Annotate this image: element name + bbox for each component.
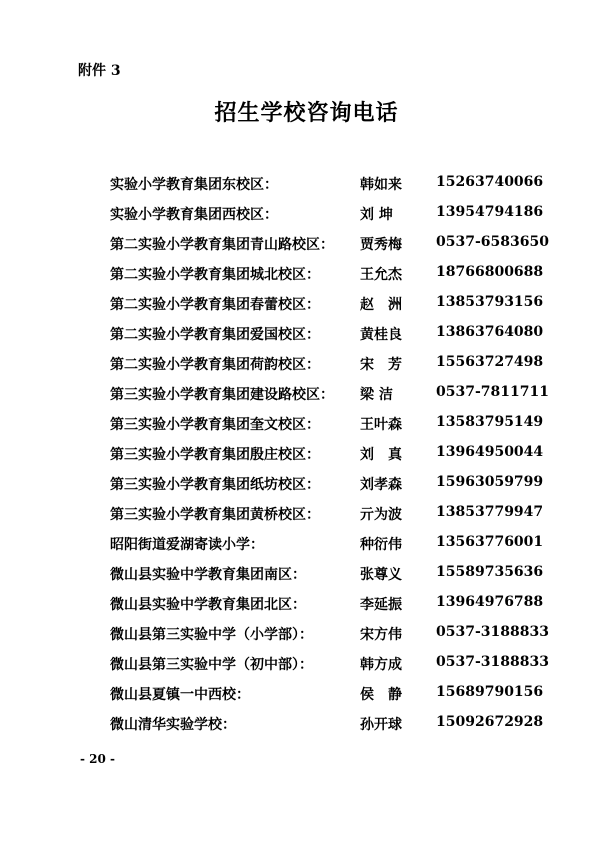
school-name: 实验小学教育集团东校区： <box>110 177 278 193</box>
contact-person: 孙开球 <box>360 717 402 733</box>
phone-number: 18766800688 <box>436 264 544 280</box>
contact-row <box>110 500 550 530</box>
phone-number: 15263740066 <box>436 174 544 190</box>
contact-person: 种衍伟 <box>360 537 402 553</box>
school-name: 第三实验小学教育集团建设路校区： <box>110 387 334 403</box>
phone-number: 13954794186 <box>436 204 544 220</box>
phone-number: 13964976788 <box>436 594 544 610</box>
contact-person: 亓为波 <box>360 507 402 523</box>
contact-row <box>110 410 550 440</box>
contact-person: 王允杰 <box>360 267 402 283</box>
school-name: 微山县第三实验中学（小学部）： <box>110 627 313 643</box>
school-name: 第三实验小学教育集团奎文校区： <box>110 417 320 433</box>
phone-number: 13563776001 <box>436 534 544 550</box>
contact-person: 王叶森 <box>360 417 402 433</box>
contact-row <box>110 380 550 410</box>
phone-number: 0537-6583650 <box>436 234 549 250</box>
phone-number: 13863764080 <box>436 324 544 340</box>
contact-row <box>110 230 550 260</box>
page-title: 招生学校咨询电话 <box>214 100 399 126</box>
attachment-label: 附件 3 <box>78 63 121 79</box>
school-name: 实验小学教育集团西校区： <box>110 207 278 223</box>
contact-row <box>110 470 550 500</box>
contact-person: 宋 芳 <box>360 357 402 373</box>
contact-person: 梁 洁 <box>360 387 393 403</box>
contact-person: 韩方成 <box>360 657 402 673</box>
contact-person: 刘 坤 <box>360 207 393 223</box>
page-number: - 20 - <box>80 752 116 766</box>
phone-number: 13853779947 <box>436 504 544 520</box>
school-name: 微山清华实验学校： <box>110 717 236 733</box>
phone-number: 15092672928 <box>436 714 544 730</box>
contact-row <box>110 710 550 740</box>
contact-person: 赵 洲 <box>360 297 402 313</box>
contact-row <box>110 350 550 380</box>
phone-number: 13964950044 <box>436 444 544 460</box>
contact-row <box>110 320 550 350</box>
phone-number: 15589735636 <box>436 564 544 580</box>
school-name: 第二实验小学教育集团城北校区： <box>110 267 320 283</box>
phone-number: 0537-7811711 <box>436 384 549 400</box>
phone-number: 15689790156 <box>436 684 544 700</box>
contact-list <box>110 170 550 740</box>
contact-person: 李延振 <box>360 597 402 613</box>
contact-person: 黄桂良 <box>360 327 402 343</box>
contact-person: 张尊义 <box>360 567 402 583</box>
phone-number: 15563727498 <box>436 354 544 370</box>
school-name: 第三实验小学教育集团纸坊校区： <box>110 477 320 493</box>
contact-person: 韩如来 <box>360 177 402 193</box>
school-name: 第三实验小学教育集团黄桥校区： <box>110 507 320 523</box>
school-name: 第二实验小学教育集团春蕾校区： <box>110 297 320 313</box>
school-name: 微山县实验中学教育集团北区： <box>110 597 306 613</box>
contact-person: 贾秀梅 <box>360 237 402 253</box>
contact-row <box>110 170 550 200</box>
school-name: 昭阳街道爱湖寄读小学： <box>110 537 264 553</box>
contact-person: 刘 真 <box>360 447 402 463</box>
contact-row <box>110 290 550 320</box>
contact-row <box>110 530 550 560</box>
school-name: 第二实验小学教育集团青山路校区： <box>110 237 334 253</box>
contact-row <box>110 680 550 710</box>
contact-row <box>110 650 550 680</box>
school-name: 第三实验小学教育集团殷庄校区： <box>110 447 320 463</box>
contact-row <box>110 200 550 230</box>
contact-row <box>110 440 550 470</box>
contact-row <box>110 260 550 290</box>
contact-person: 宋方伟 <box>360 627 402 643</box>
school-name: 微山县实验中学教育集团南区： <box>110 567 306 583</box>
school-name: 第二实验小学教育集团荷韵校区： <box>110 357 320 373</box>
school-name: 微山县夏镇一中西校： <box>110 687 250 703</box>
phone-number: 15963059799 <box>436 474 544 490</box>
phone-number: 0537-3188833 <box>436 624 549 640</box>
contact-row <box>110 560 550 590</box>
phone-number: 0537-3188833 <box>436 654 549 670</box>
contact-person: 刘孝森 <box>360 477 402 493</box>
phone-number: 13583795149 <box>436 414 544 430</box>
phone-number: 13853793156 <box>436 294 544 310</box>
school-name: 微山县第三实验中学（初中部）： <box>110 657 313 673</box>
contact-row <box>110 620 550 650</box>
contact-person: 侯 静 <box>360 687 402 703</box>
contact-row <box>110 590 550 620</box>
school-name: 第二实验小学教育集团爱国校区： <box>110 327 320 343</box>
